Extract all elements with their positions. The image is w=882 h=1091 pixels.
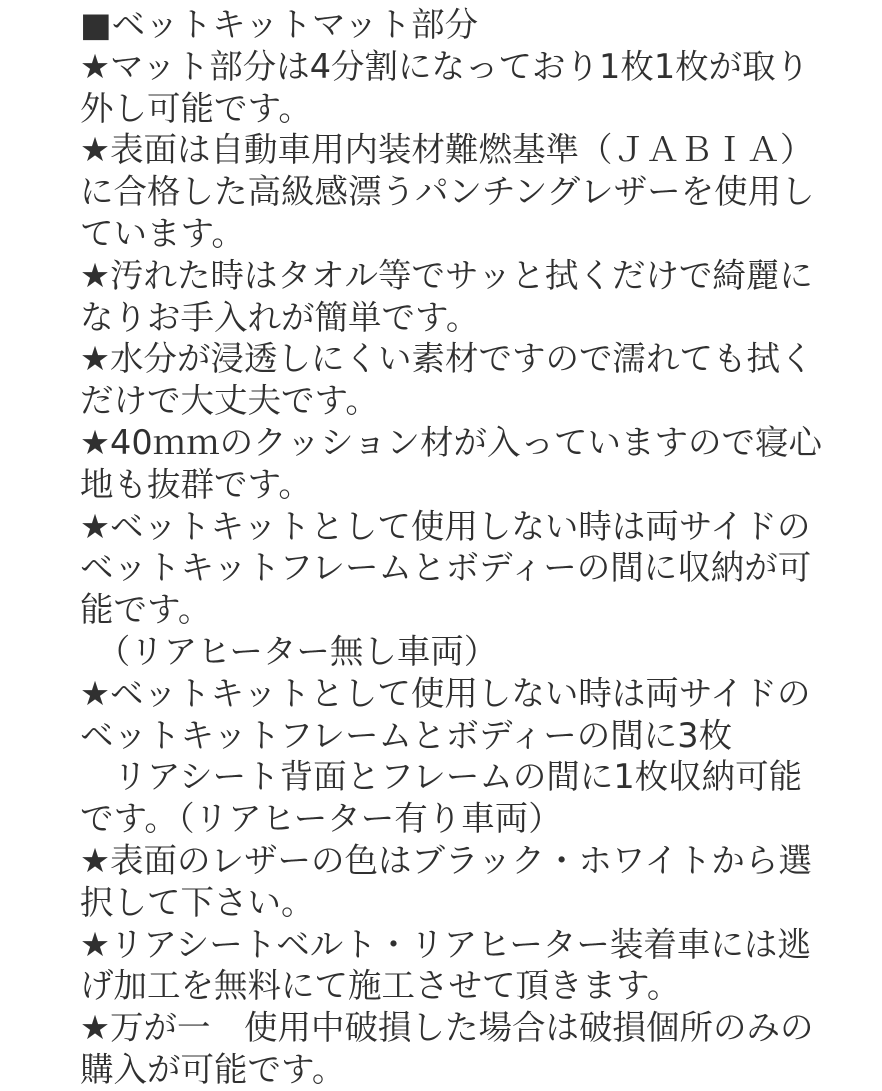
text-line: リアシート背面とフレームの間に1枚収納可能 bbox=[80, 757, 803, 797]
text-line: ★表面のレザーの色はブラック・ホワイトから選 bbox=[80, 840, 812, 880]
text-line: ★40ｍｍのクッション材が入っていますので寝心 bbox=[80, 422, 822, 462]
text-line: げ加工を無料にて施工させて頂きます。 bbox=[80, 966, 681, 1006]
section-heading: ■ベットキットマット部分 bbox=[80, 5, 479, 44]
text-line: （リアヒーター無し車両） bbox=[80, 631, 498, 671]
text-line: ★万が一 使用中破損した場合は破損個所のみの bbox=[80, 1008, 814, 1048]
text-line: ベットキットフレームとボディーの間に3枚 bbox=[80, 715, 733, 755]
text-line: ★表面は自動車用内装材難燃基準（ＪＡＢＩＡ） bbox=[80, 130, 814, 170]
text-line: ★マット部分は4分割になっており1枚1枚が取り bbox=[80, 46, 810, 86]
text-line: 購入が可能です。 bbox=[80, 1049, 346, 1089]
text-line: 外し可能です。 bbox=[80, 88, 312, 128]
text-line: ★汚れた時はタオル等でサッと拭くだけで綺麗に bbox=[80, 255, 813, 295]
text-line: に合格した高級感漂うパンチングレザーを使用し bbox=[80, 172, 815, 212]
text-line: 地も抜群です。 bbox=[80, 464, 312, 504]
text-line: ★ベットキットとして使用しない時は両サイドの bbox=[80, 506, 811, 546]
text-line: ています。 bbox=[80, 213, 245, 253]
text-line: ★リアシートベルト・リアヒーター装着車には逃 bbox=[80, 924, 811, 964]
document-body bbox=[80, 4, 880, 1091]
text-line: ★ベットキットとして使用しない時は両サイドの bbox=[80, 673, 811, 713]
text-line: ベットキットフレームとボディーの間に収納が可 bbox=[80, 548, 812, 588]
text-line: です。（リアヒーター有り車両） bbox=[80, 799, 562, 839]
text-line: なりお手入れが簡単です。 bbox=[80, 297, 480, 337]
text-line: 択して下さい。 bbox=[80, 882, 315, 922]
text-line: ★水分が浸透しにくい素材ですので濡れても拭く bbox=[80, 339, 814, 379]
text-line: 能です。 bbox=[80, 590, 212, 630]
text-line: だけで大丈夫です。 bbox=[80, 381, 379, 421]
